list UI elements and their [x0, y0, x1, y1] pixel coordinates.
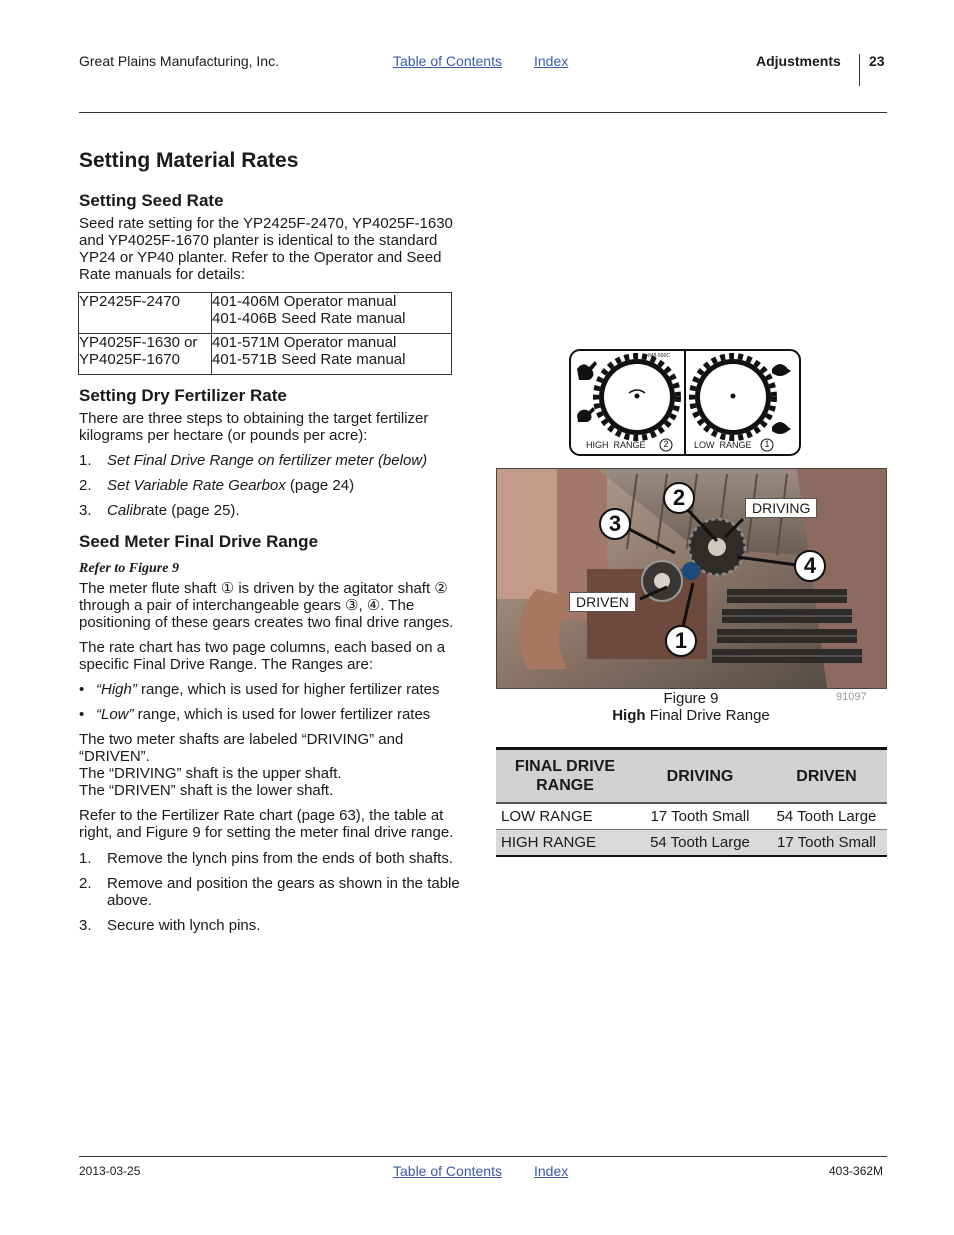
- driven-cell: 17 Tooth Small: [766, 830, 887, 857]
- list-item: • “Low” range, which is used for lower fertilizer rates: [79, 706, 431, 723]
- model-cell: YP4025F-1630 or YP4025F-1670: [79, 334, 212, 375]
- footer-rule: [79, 1156, 887, 1157]
- list-item: 3. Secure with lynch pins.: [79, 917, 261, 934]
- header-driven: DRIVEN: [766, 750, 887, 803]
- high-range-number: 2: [663, 439, 669, 449]
- final-drive-para1: The meter flute shaft ① is driven by the agitator shaft ② through a pair of interchangeable gears ③, ④. The positioning of these gears creates two final drive ranges.: [79, 580, 454, 631]
- low-range-number: 1: [764, 439, 770, 449]
- range-cell: LOW RANGE: [496, 803, 634, 830]
- final-drive-para5: The “DRIVEN” shaft is the lower shaft.: [79, 782, 334, 799]
- list-item: 1. Set Final Drive Range on fertilizer meter (below): [79, 452, 428, 469]
- manual-cell: [212, 334, 452, 375]
- driving-cell: 54 Tooth Large: [634, 830, 766, 857]
- seed-rate-manual: 401-571B Seed Rate manual: [212, 351, 406, 368]
- table-row: [79, 334, 452, 375]
- step-link[interactable]: Set Final Drive Range on fertilizer meter (below): [107, 452, 428, 469]
- manual-cell: [212, 293, 452, 334]
- low-range-label: LOW RANGE: [694, 440, 752, 450]
- header-divider: [859, 54, 860, 86]
- table-row: [496, 830, 887, 857]
- seed-rate-heading: Setting Seed Rate: [79, 191, 224, 210]
- table-row: [79, 293, 452, 334]
- page-title: Setting Material Rates: [79, 149, 299, 172]
- final-drive-heading: Seed Meter Final Drive Range: [79, 532, 319, 551]
- header-rule: [79, 112, 887, 113]
- footer-index-link[interactable]: Index: [534, 1163, 569, 1179]
- operator-manual: 401-571M Operator manual: [212, 334, 397, 351]
- final-drive-para6: Refer to the Fertilizer Rate chart (page 63), the table at right, and Figure 9 for setting the meter final drive range.: [79, 807, 454, 841]
- gear-table: [496, 750, 887, 857]
- high-range-label: HIGH RANGE: [586, 440, 646, 450]
- list-item: 3. Calibrate (page 25).: [79, 502, 240, 519]
- section-name: Adjustments: [756, 53, 841, 69]
- toc-link[interactable]: Table of Contents: [393, 53, 502, 69]
- dry-fert-paragraph: There are three steps to obtaining the target fertilizer kilograms per hectare (or pounds per acre):: [79, 410, 429, 444]
- step-link[interactable]: Set Variable Rate Gearbox: [107, 477, 286, 494]
- table-row: [496, 803, 887, 830]
- figure-photo: [496, 468, 887, 689]
- table-header-row: [496, 750, 887, 803]
- footer-toc-link[interactable]: Table of Contents: [393, 1163, 502, 1179]
- range-decal: [569, 349, 801, 456]
- decal-code: 848-500C: [648, 353, 670, 359]
- seed-rate-paragraph: Seed rate setting for the YP2425F-2470, YP4025F-1630 and YP4025F-1670 planter is identical to the standard YP24 or YP40 planter. Refer to the Operator and Seed Rate manuals for details:: [79, 215, 453, 283]
- photo-id: 91097: [836, 691, 867, 703]
- page-number: 23: [869, 53, 885, 69]
- company-name: Great Plains Manufacturing, Inc.: [79, 53, 279, 69]
- refer-figure: Refer to Figure 9: [79, 561, 179, 576]
- driving-cell: 17 Tooth Small: [634, 803, 766, 830]
- operator-manual: 401-406M Operator manual: [212, 293, 397, 310]
- final-drive-para3: The two meter shafts are labeled “DRIVING” and “DRIVEN”.: [79, 731, 404, 765]
- list-item: 2. Remove and position the gears as shown in the table above.: [79, 875, 460, 909]
- final-drive-para4: The “DRIVING” shaft is the upper shaft.: [79, 765, 342, 782]
- driven-cell: 54 Tooth Large: [766, 803, 887, 830]
- header-driving: DRIVING: [634, 750, 766, 803]
- figure-caption: High Final Drive Range: [612, 707, 770, 724]
- index-link[interactable]: Index: [534, 53, 569, 69]
- callout-3: 3: [599, 508, 631, 540]
- list-item: • “High” range, which is used for higher fertilizer rates: [79, 681, 440, 698]
- header-final-drive: FINAL DRIVE RANGE: [496, 750, 634, 803]
- doc-number: 403-362M: [829, 1164, 884, 1178]
- list-item: 2. Set Variable Rate Gearbox (page 24): [79, 477, 355, 494]
- list-item: 1. Remove the lynch pins from the ends of both shafts.: [79, 850, 454, 867]
- footer-date: 2013-03-25: [79, 1164, 141, 1178]
- callout-4: 4: [794, 550, 826, 582]
- model-cell: YP2425F-2470: [79, 293, 212, 334]
- manuals-table: [78, 292, 452, 375]
- driving-label: DRIVING: [745, 498, 817, 518]
- step-link[interactable]: Calibr: [107, 502, 147, 519]
- range-cell: HIGH RANGE: [496, 830, 634, 857]
- dry-fert-heading: Setting Dry Fertilizer Rate: [79, 386, 287, 405]
- figure-number: Figure 9: [663, 690, 719, 707]
- callout-1: 1: [665, 625, 697, 657]
- callout-2: 2: [663, 482, 695, 514]
- final-drive-para2: The rate chart has two page columns, each based on a specific Final Drive Range. The Ranges are:: [79, 639, 446, 673]
- seed-rate-manual: 401-406B Seed Rate manual: [212, 310, 406, 327]
- driven-label: DRIVEN: [569, 592, 636, 612]
